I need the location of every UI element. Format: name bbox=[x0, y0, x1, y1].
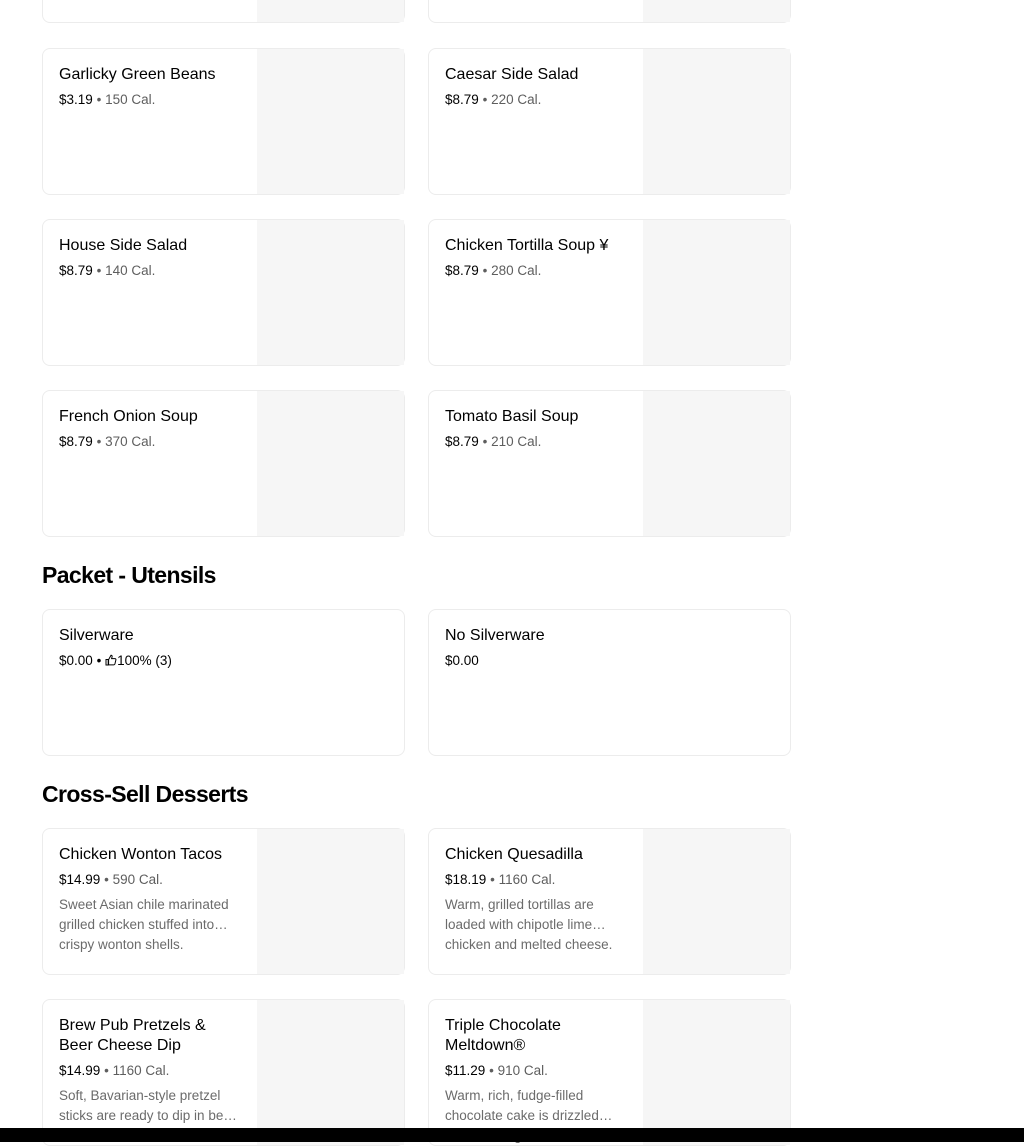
section-title-utensils: Packet - Utensils bbox=[42, 562, 216, 588]
item-name: Garlicky Green Beans bbox=[59, 66, 216, 83]
item-image bbox=[643, 829, 790, 974]
item-description: Soft, Bavarian-style pretzel sticks are ready to dip in beer bbox=[59, 1088, 236, 1123]
item-calories: 140 Cal. bbox=[105, 263, 156, 278]
item-meta: $3.19 • 150 Cal. bbox=[59, 92, 156, 107]
menu-item-card[interactable] bbox=[42, 609, 405, 756]
item-name: Silverware bbox=[59, 627, 134, 644]
item-image bbox=[257, 0, 404, 22]
item-meta: $0.00 • 100% (3) bbox=[59, 653, 172, 668]
item-image bbox=[643, 220, 790, 365]
item-image bbox=[257, 829, 404, 974]
item-image bbox=[257, 220, 404, 365]
menu-item-card[interactable] bbox=[428, 0, 791, 23]
menu-item-card[interactable] bbox=[42, 48, 405, 195]
item-description: Warm, rich, fudge-filled chocolate cake is drizzled bbox=[445, 1088, 599, 1123]
item-meta bbox=[445, 652, 775, 670]
item-meta: $8.79 • 370 Cal. bbox=[59, 434, 156, 449]
item-calories: 280 Cal. bbox=[491, 263, 542, 278]
item-price: $8.79 bbox=[445, 92, 479, 107]
menu-item-card[interactable] bbox=[42, 999, 405, 1146]
item-name: Brew Pub Pretzels & Beer Cheese Dip bbox=[59, 1017, 206, 1054]
menu-item-card[interactable] bbox=[428, 219, 791, 366]
menu-item-card[interactable] bbox=[42, 219, 405, 366]
item-calories: 1160 Cal. bbox=[112, 1063, 170, 1078]
item-description: Warm, grilled tortillas are loaded with chipotle lime chicken and melted cheese. bbox=[445, 897, 613, 952]
item-calories: 370 Cal. bbox=[105, 434, 156, 449]
thumbs-up-icon bbox=[105, 653, 117, 668]
item-price: $8.79 bbox=[445, 263, 479, 278]
item-image bbox=[257, 1000, 404, 1145]
item-image bbox=[257, 49, 404, 194]
item-image bbox=[257, 391, 404, 536]
item-meta: $11.29 • 910 Cal. bbox=[445, 1063, 548, 1078]
item-image bbox=[643, 49, 790, 194]
item-meta: $8.79 • 210 Cal. bbox=[445, 434, 542, 449]
item-price: $0.00 bbox=[59, 653, 93, 668]
item-meta: $14.99 • 1160 Cal. bbox=[59, 1063, 170, 1078]
item-image bbox=[643, 391, 790, 536]
item-calories: 210 Cal. bbox=[491, 434, 542, 449]
menu-item-card[interactable] bbox=[428, 609, 791, 756]
item-meta: $8.79 • 140 Cal. bbox=[59, 263, 156, 278]
menu-item-card[interactable] bbox=[428, 828, 791, 975]
item-name: No Silverware bbox=[445, 627, 545, 644]
item-image bbox=[643, 0, 790, 22]
item-description: Sweet Asian chile marinated grilled chicken stuffed into crispy wonton shells. bbox=[59, 897, 229, 952]
item-calories: 220 Cal. bbox=[491, 92, 542, 107]
item-meta: $14.99 • 590 Cal. bbox=[59, 872, 163, 887]
item-meta: $18.19 • 1160 Cal. bbox=[445, 872, 556, 887]
item-name: Triple Chocolate Meltdown® bbox=[445, 1017, 561, 1054]
item-calories: 1160 Cal. bbox=[498, 872, 556, 887]
item-price: $18.19 bbox=[445, 872, 487, 887]
menu-item-card[interactable] bbox=[428, 48, 791, 195]
item-name: Chicken Wonton Tacos bbox=[59, 846, 223, 863]
item-calories: 150 Cal. bbox=[105, 92, 156, 107]
section-title-desserts: Cross-Sell Desserts bbox=[42, 781, 248, 807]
item-price: $8.79 bbox=[445, 434, 479, 449]
item-name: Chicken Quesadilla bbox=[445, 846, 583, 863]
item-calories: 590 Cal. bbox=[112, 872, 163, 887]
item-calories: 910 Cal. bbox=[497, 1063, 548, 1078]
item-name: Chicken Tortilla Soup ¥ bbox=[445, 237, 609, 254]
menu-item-card[interactable] bbox=[428, 390, 791, 537]
item-meta: $8.79 • 220 Cal. bbox=[445, 92, 542, 107]
item-name: Caesar Side Salad bbox=[445, 66, 579, 83]
menu-item-card[interactable] bbox=[42, 390, 405, 537]
menu-item-card[interactable] bbox=[42, 828, 405, 975]
item-price: $3.19 bbox=[59, 92, 93, 107]
item-name: Tomato Basil Soup bbox=[445, 408, 579, 425]
item-price: $8.79 bbox=[59, 434, 93, 449]
item-name: French Onion Soup bbox=[59, 408, 198, 425]
item-price: $14.99 bbox=[59, 872, 101, 887]
bottom-bar bbox=[0, 1128, 1024, 1142]
item-image bbox=[643, 1000, 790, 1145]
menu-item-card[interactable] bbox=[428, 999, 791, 1146]
item-price: $0.00 bbox=[445, 653, 479, 668]
menu-item-card[interactable] bbox=[42, 0, 405, 23]
item-meta: $8.79 • 280 Cal. bbox=[445, 263, 542, 278]
item-price: $8.79 bbox=[59, 263, 93, 278]
item-name: House Side Salad bbox=[59, 237, 188, 254]
item-rating: 100% (3) bbox=[117, 653, 172, 668]
item-price: $14.99 bbox=[59, 1063, 101, 1078]
item-price: $11.29 bbox=[445, 1063, 486, 1078]
